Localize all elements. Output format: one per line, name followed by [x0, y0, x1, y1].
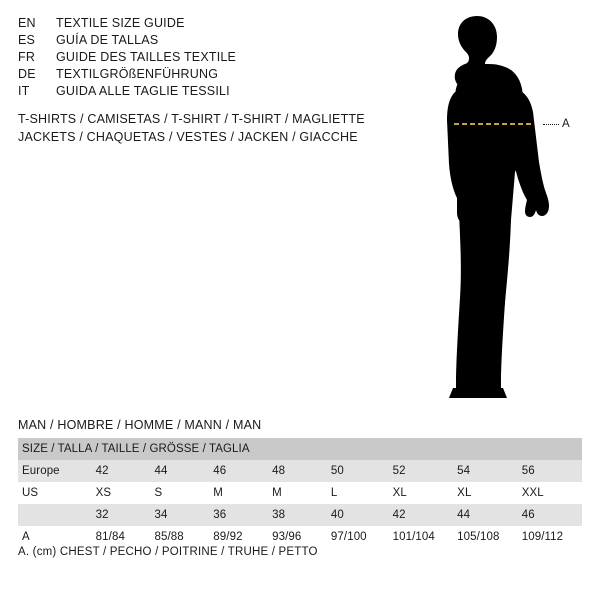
table-cell: XL — [453, 482, 518, 504]
male-silhouette-icon — [415, 12, 590, 402]
language-row — [18, 84, 378, 101]
table-cell: 56 — [518, 460, 582, 482]
table-header-row — [18, 438, 582, 460]
table-cell: 38 — [268, 504, 327, 526]
language-title: TEXTILE SIZE GUIDE — [56, 16, 185, 30]
measure-label-a: A — [562, 118, 571, 130]
table-row — [18, 526, 582, 548]
table-cell: XXL — [518, 482, 582, 504]
figure-illustration — [415, 12, 590, 402]
table-row — [18, 460, 582, 482]
row-label: A — [18, 526, 92, 548]
table-cell: 105/108 — [453, 526, 518, 548]
table-header-label: SIZE / TALLA / TAILLE / GRÖSSE / TAGLIA — [18, 438, 582, 460]
category-tshirts: T-SHIRTS / CAMISETAS / T-SHIRT / T-SHIRT / MAGLIETTE — [18, 112, 365, 126]
size-table-area — [18, 418, 582, 548]
table-cell: 85/88 — [150, 526, 209, 548]
table-cell: XL — [389, 482, 454, 504]
language-row — [18, 16, 378, 33]
table-cell: 40 — [327, 504, 389, 526]
language-code: IT — [18, 84, 30, 98]
table-cell: 52 — [389, 460, 454, 482]
language-title: GUIDE DES TAILLES TEXTILE — [56, 50, 237, 64]
table-cell: 109/112 — [518, 526, 582, 548]
garment-category-block — [18, 110, 438, 146]
table-cell: 44 — [453, 504, 518, 526]
language-title: TEXTILGRÖßENFÜHRUNG — [56, 67, 219, 81]
table-cell: 42 — [389, 504, 454, 526]
row-label: Europe — [18, 460, 92, 482]
language-code: DE — [18, 67, 36, 81]
table-cell: 46 — [518, 504, 582, 526]
table-cell: 93/96 — [268, 526, 327, 548]
table-cell: L — [327, 482, 389, 504]
language-code: EN — [18, 16, 36, 30]
table-cell: 44 — [150, 460, 209, 482]
table-cell: 97/100 — [327, 526, 389, 548]
table-cell: S — [150, 482, 209, 504]
language-title: GUIDA ALLE TAGLIE TESSILI — [56, 84, 230, 98]
size-table — [18, 438, 582, 548]
language-row — [18, 33, 378, 50]
table-cell: M — [209, 482, 268, 504]
row-label — [18, 504, 92, 526]
measure-leader-line — [543, 124, 559, 126]
category-jackets: JACKETS / CHAQUETAS / VESTES / JACKEN / GIACCHE — [18, 130, 358, 144]
footnote-chest-measure: A. (cm) CHEST / PECHO / POITRINE / TRUHE / PETTO — [18, 546, 318, 558]
table-cell: XS — [92, 482, 151, 504]
table-title-man: MAN / HOMBRE / HOMME / MANN / MAN — [18, 418, 262, 432]
table-row — [18, 482, 582, 504]
language-code: FR — [18, 50, 36, 64]
language-row — [18, 50, 378, 67]
table-cell: 32 — [92, 504, 151, 526]
table-row — [18, 504, 582, 526]
language-row — [18, 67, 378, 84]
table-cell: 81/84 — [92, 526, 151, 548]
table-cell: 36 — [209, 504, 268, 526]
table-cell: 54 — [453, 460, 518, 482]
table-cell: 50 — [327, 460, 389, 482]
row-label: US — [18, 482, 92, 504]
table-cell: 42 — [92, 460, 151, 482]
table-cell: 48 — [268, 460, 327, 482]
table-cell: 89/92 — [209, 526, 268, 548]
table-cell: 34 — [150, 504, 209, 526]
language-code: ES — [18, 33, 36, 47]
language-title: GUÍA DE TALLAS — [56, 33, 159, 47]
table-cell: M — [268, 482, 327, 504]
language-header-block — [18, 16, 378, 101]
table-cell: 46 — [209, 460, 268, 482]
table-cell: 101/104 — [389, 526, 454, 548]
